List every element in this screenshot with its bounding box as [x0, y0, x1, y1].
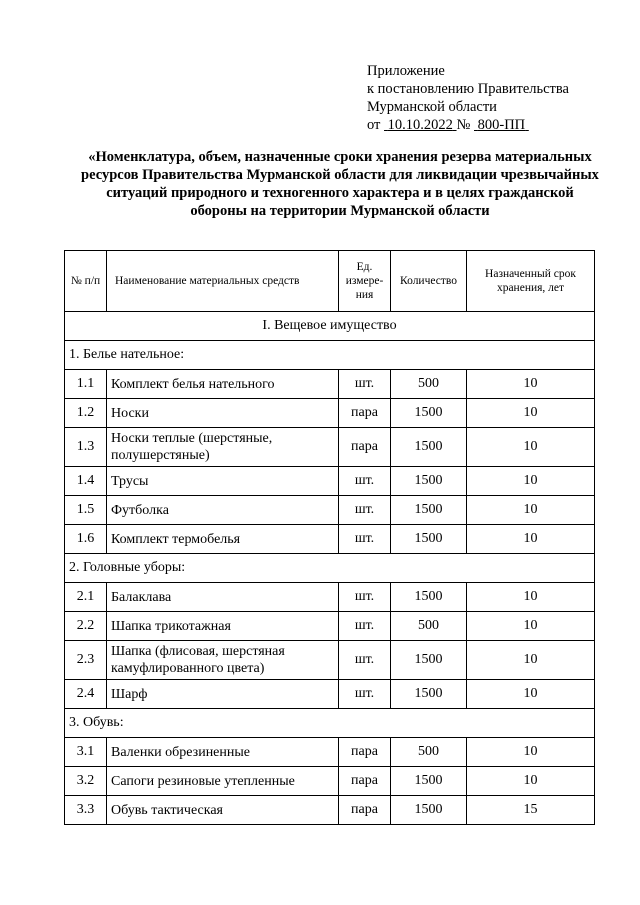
table-body [65, 312, 595, 825]
cell-unit: пара [339, 428, 391, 467]
group-title: 1. Белье нательное: [65, 341, 595, 370]
cell-qty: 500 [391, 612, 467, 641]
cell-unit: шт. [339, 680, 391, 709]
table-row [65, 796, 595, 825]
table-row [65, 525, 595, 554]
cell-name: Комплект белья нательного [107, 370, 339, 399]
cell-term: 10 [467, 767, 595, 796]
cell-name: Балаклава [107, 583, 339, 612]
cell-term: 10 [467, 680, 595, 709]
table-row [65, 612, 595, 641]
cell-num: 2.2 [65, 612, 107, 641]
cell-qty: 1500 [391, 583, 467, 612]
group-row [65, 709, 595, 738]
appendix-line3: Мурманской области [367, 99, 497, 115]
cell-name: Футболка [107, 496, 339, 525]
cell-term: 10 [467, 496, 595, 525]
header-name: Наименование материальных средств [107, 251, 339, 312]
cell-term: 10 [467, 525, 595, 554]
cell-unit: шт. [339, 496, 391, 525]
cell-name: Комплект термобелья [107, 525, 339, 554]
cell-qty: 1500 [391, 428, 467, 467]
nomenclature-table [64, 250, 595, 825]
cell-qty: 1500 [391, 796, 467, 825]
table-row [65, 428, 595, 467]
cell-term: 10 [467, 370, 595, 399]
cell-qty: 500 [391, 738, 467, 767]
cell-qty: 1500 [391, 399, 467, 428]
cell-unit: шт. [339, 612, 391, 641]
cell-num: 2.1 [65, 583, 107, 612]
cell-name: Носки [107, 399, 339, 428]
cell-qty: 1500 [391, 767, 467, 796]
group-row [65, 341, 595, 370]
appendix-block [367, 62, 569, 134]
cell-unit: пара [339, 738, 391, 767]
cell-unit: шт. [339, 467, 391, 496]
cell-unit: пара [339, 767, 391, 796]
cell-qty: 1500 [391, 680, 467, 709]
cell-name: Валенки обрезиненные [107, 738, 339, 767]
cell-unit: пара [339, 796, 391, 825]
table-row [65, 641, 595, 680]
cell-term: 10 [467, 612, 595, 641]
section-title: I. Вещевое имущество [65, 312, 595, 341]
cell-name: Шапка трикотажная [107, 612, 339, 641]
cell-term: 10 [467, 399, 595, 428]
table-row [65, 767, 595, 796]
group-title: 3. Обувь: [65, 709, 595, 738]
cell-name: Сапоги резиновые утепленные [107, 767, 339, 796]
number-label: № [456, 117, 471, 133]
cell-num: 1.4 [65, 467, 107, 496]
cell-term: 10 [467, 467, 595, 496]
cell-num: 1.2 [65, 399, 107, 428]
cell-num: 3.3 [65, 796, 107, 825]
document-title: «Номенклатура, объем, назначенные сроки хранения резерва материальных ресурсов Правительства Мурманской области для ликвидации чрезвычайных ситуаций природного и техногенного характера и в целях гражданской обороны на территории Мурманской области [81, 149, 599, 219]
table-row [65, 738, 595, 767]
cell-num: 3.2 [65, 767, 107, 796]
cell-name: Обувь тактическая [107, 796, 339, 825]
cell-name: Трусы [107, 467, 339, 496]
section-row [65, 312, 595, 341]
cell-num: 3.1 [65, 738, 107, 767]
cell-num: 1.1 [65, 370, 107, 399]
cell-num: 1.5 [65, 496, 107, 525]
header-term: Назначенный срок хранения, лет [467, 251, 595, 312]
cell-term: 10 [467, 428, 595, 467]
cell-term: 10 [467, 738, 595, 767]
cell-unit: шт. [339, 370, 391, 399]
table-row [65, 399, 595, 428]
header-unit: Ед. измере-ния [339, 251, 391, 312]
date-prefix: от [367, 117, 381, 133]
group-title: 2. Головные уборы: [65, 554, 595, 583]
appendix-date-line [367, 116, 569, 134]
cell-num: 1.6 [65, 525, 107, 554]
table-header-row [65, 251, 595, 312]
table-row [65, 680, 595, 709]
cell-term: 15 [467, 796, 595, 825]
decree-number: 800-ПП [477, 117, 526, 133]
cell-qty: 500 [391, 370, 467, 399]
table-row [65, 496, 595, 525]
cell-term: 10 [467, 583, 595, 612]
group-row [65, 554, 595, 583]
table-row [65, 370, 595, 399]
header-num: № п/п [65, 251, 107, 312]
cell-num: 2.3 [65, 641, 107, 680]
cell-qty: 1500 [391, 525, 467, 554]
table-row [65, 467, 595, 496]
cell-qty: 1500 [391, 641, 467, 680]
appendix-line2: к постановлению Правительства [367, 81, 569, 97]
decree-date: 10.10.2022 [387, 117, 453, 133]
cell-num: 2.4 [65, 680, 107, 709]
cell-unit: шт. [339, 525, 391, 554]
cell-name: Шапка (флисовая, шерстяная камуфлированного цвета) [107, 641, 339, 680]
appendix-line1: Приложение [367, 63, 445, 79]
cell-name: Шарф [107, 680, 339, 709]
header-qty: Количество [391, 251, 467, 312]
cell-unit: шт. [339, 641, 391, 680]
table-row [65, 583, 595, 612]
cell-name: Носки теплые (шерстяные, полушерстяные) [107, 428, 339, 467]
cell-qty: 1500 [391, 496, 467, 525]
cell-unit: шт. [339, 583, 391, 612]
cell-term: 10 [467, 641, 595, 680]
cell-unit: пара [339, 399, 391, 428]
cell-num: 1.3 [65, 428, 107, 467]
cell-qty: 1500 [391, 467, 467, 496]
